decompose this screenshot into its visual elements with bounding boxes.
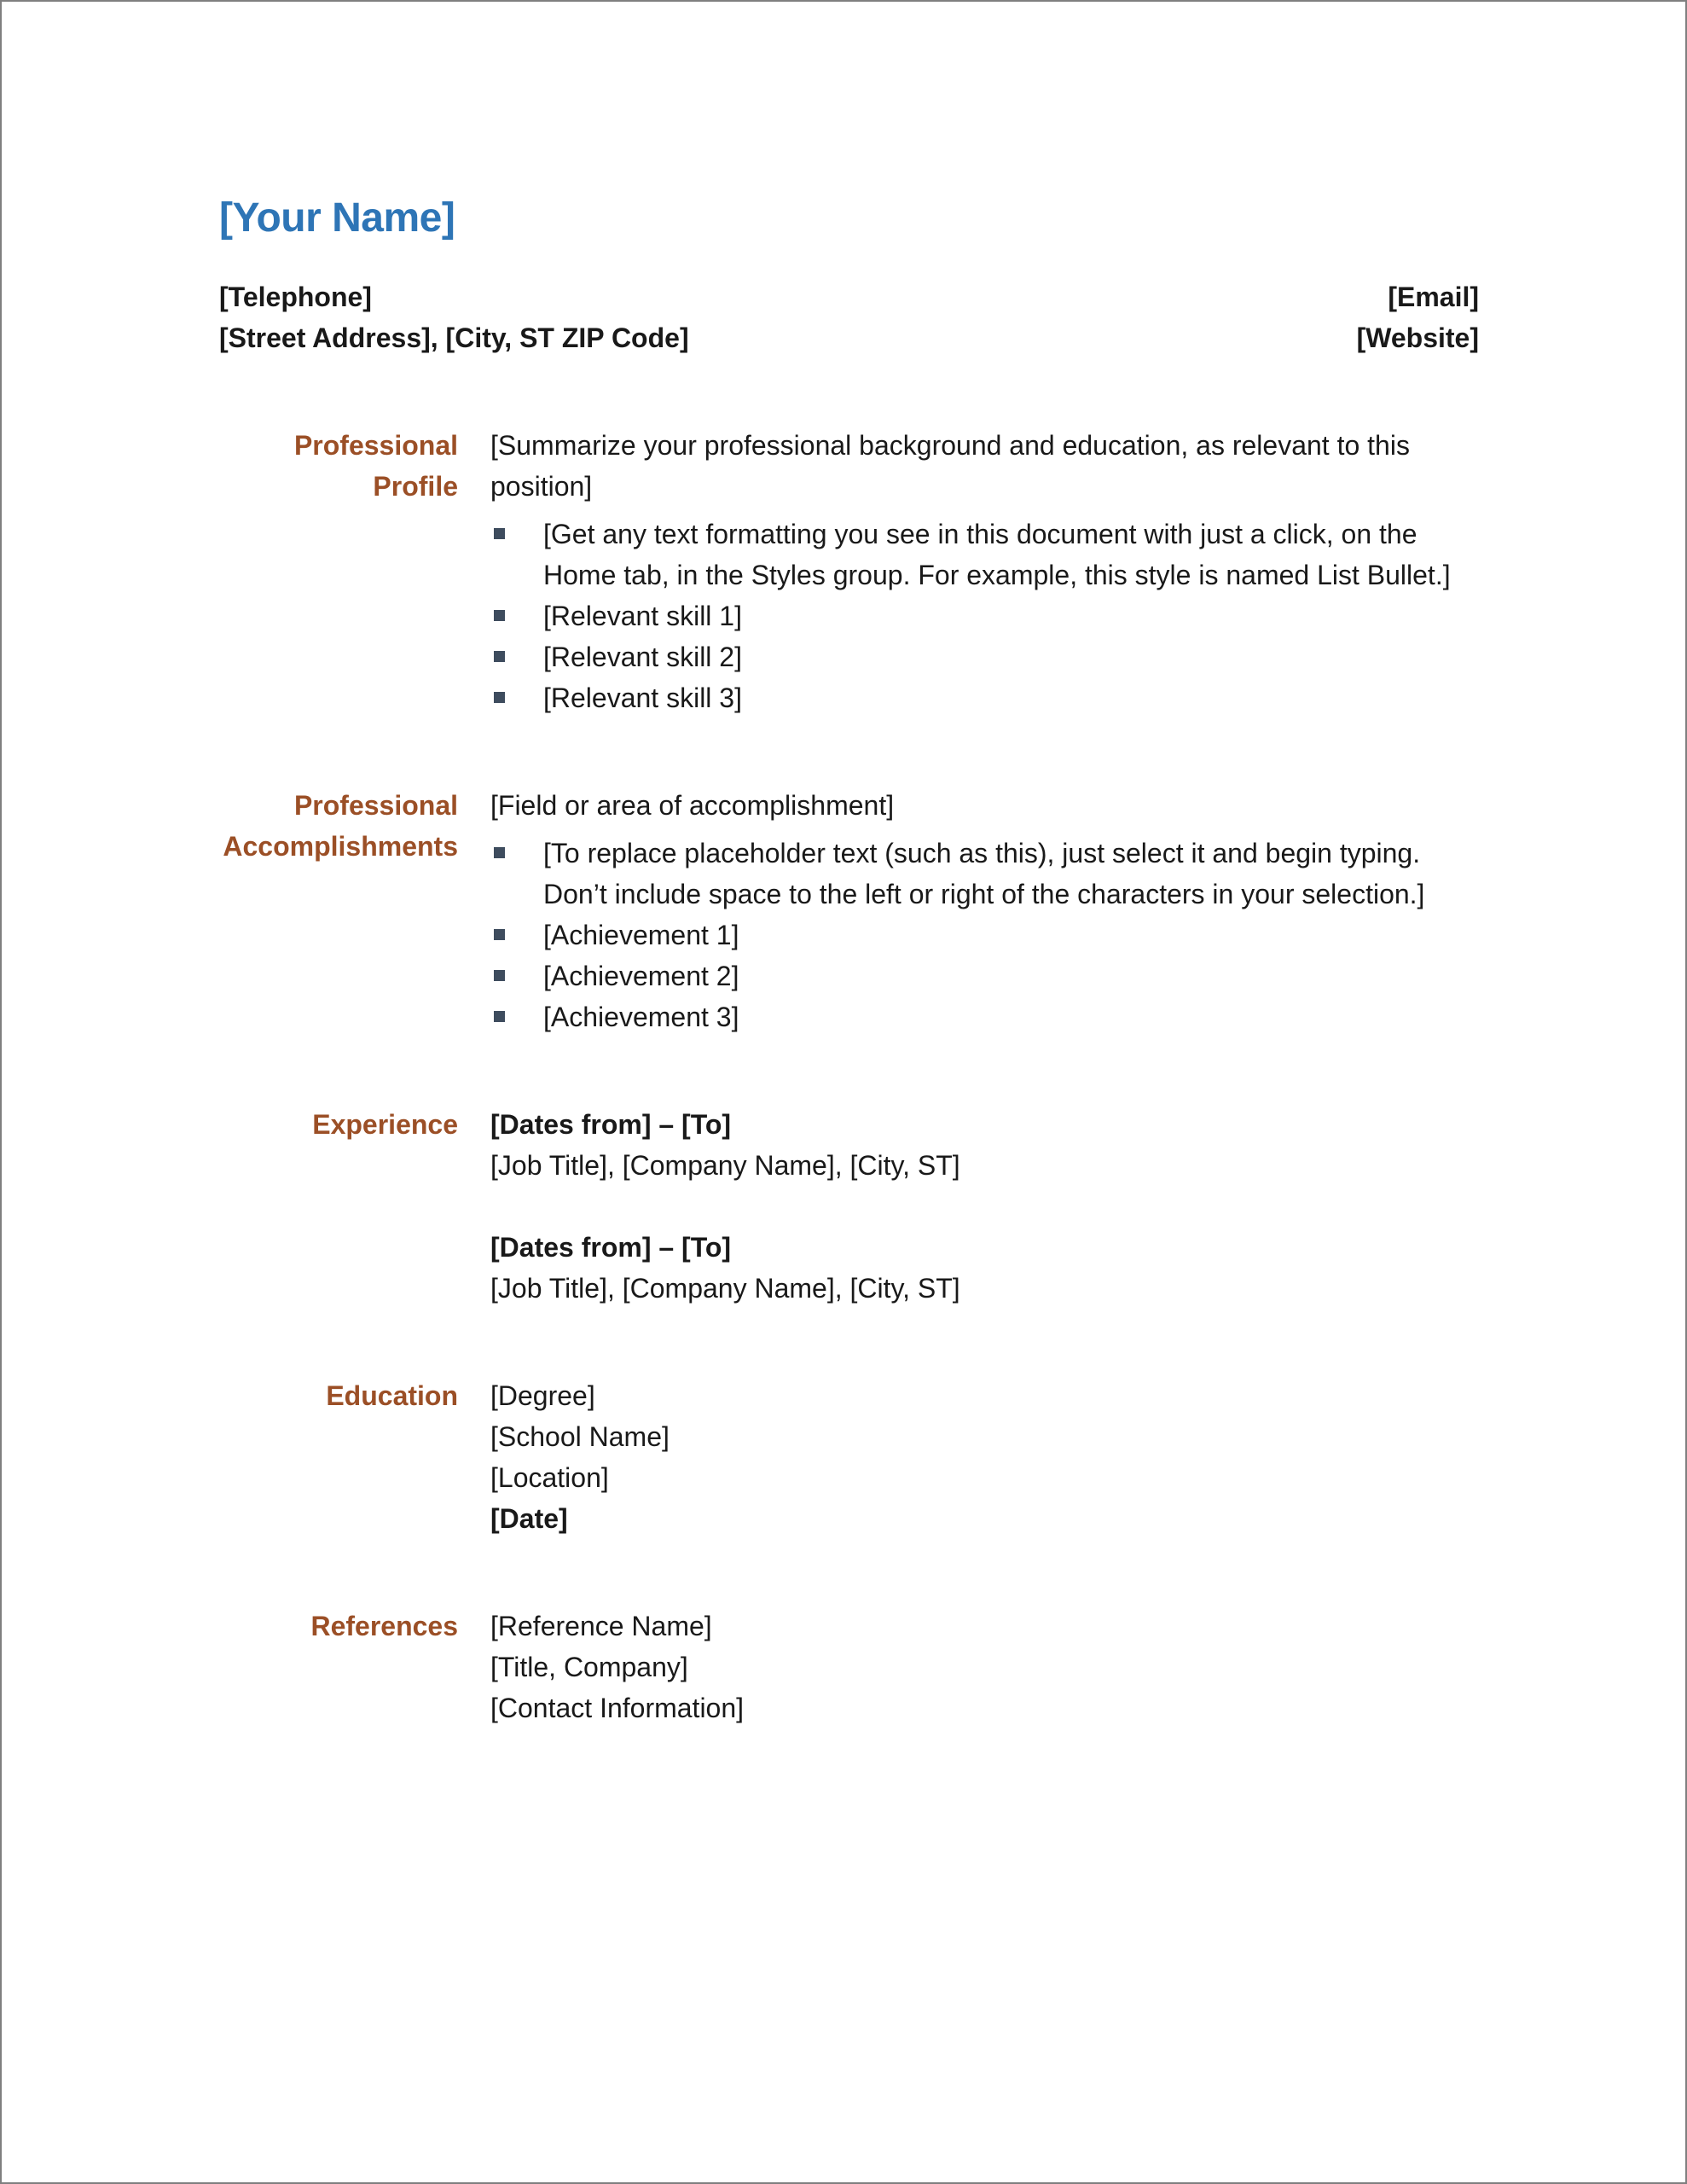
section-label-line: Professional bbox=[293, 790, 458, 821]
section-body-professional-accomplishments bbox=[490, 785, 1482, 1037]
profile-summary-text: [Summarize your professional background and education, as relevant to this position] bbox=[490, 430, 1410, 502]
section-label-professional-profile bbox=[219, 425, 458, 718]
list-item: [Get any text formatting you see in this document with just a click, on the Home tab, in the Styles group. For example, this style is named List Bullet.] bbox=[490, 514, 1482, 595]
section-experience bbox=[219, 1104, 1479, 1309]
section-label-line: Professional bbox=[293, 430, 458, 461]
education-date: [Date] bbox=[490, 1503, 568, 1534]
section-professional-accomplishments bbox=[219, 785, 1479, 1037]
experience-entry bbox=[490, 1227, 1482, 1309]
experience-role: [Job Title], [Company Name], [City, ST] bbox=[490, 1273, 960, 1304]
list-item: [Relevant skill 1] bbox=[490, 595, 1482, 636]
accomplishment-field-text: [Field or area of accomplishment] bbox=[490, 790, 895, 821]
contact-row-1 bbox=[219, 276, 1479, 317]
section-label-line: Profile bbox=[373, 471, 458, 502]
section-body-education bbox=[490, 1375, 1482, 1539]
section-label-line: Experience bbox=[312, 1109, 458, 1140]
section-body-professional-profile bbox=[490, 425, 1482, 718]
telephone-text: [Telephone] bbox=[219, 282, 372, 312]
street-address-text: [Street Address], [City, ST ZIP Code] bbox=[219, 322, 689, 353]
section-label-line: References bbox=[310, 1611, 458, 1641]
list-item: [Achievement 3] bbox=[490, 996, 1482, 1037]
education-location: [Location] bbox=[490, 1462, 609, 1493]
list-item: [To replace placeholder text (such as this), just select it and begin typing. Don’t include space to the left or right of the characters in your selection.] bbox=[490, 833, 1482, 915]
accomplishments-bullet-list bbox=[490, 833, 1482, 1037]
contact-block bbox=[219, 276, 1479, 358]
section-label-education bbox=[219, 1375, 458, 1539]
email-text: [Email] bbox=[1388, 282, 1479, 312]
section-label-references bbox=[219, 1606, 458, 1728]
name-heading: [Your Name] bbox=[219, 195, 455, 241]
section-references bbox=[219, 1606, 1479, 1728]
section-body-references bbox=[490, 1606, 1482, 1728]
contact-row-2 bbox=[219, 317, 1479, 358]
reference-title-company: [Title, Company] bbox=[490, 1652, 688, 1682]
section-body-experience bbox=[490, 1104, 1482, 1309]
section-label-line: Education bbox=[326, 1380, 458, 1411]
reference-name: [Reference Name] bbox=[490, 1611, 712, 1641]
experience-dates: [Dates from] – [To] bbox=[490, 1232, 732, 1263]
section-education bbox=[219, 1375, 1479, 1539]
website-text: [Website] bbox=[1356, 322, 1479, 353]
section-label-experience bbox=[219, 1104, 458, 1309]
list-item: [Relevant skill 3] bbox=[490, 677, 1482, 718]
section-professional-profile bbox=[219, 425, 1479, 718]
section-label-professional-accomplishments bbox=[219, 785, 458, 1037]
experience-role: [Job Title], [Company Name], [City, ST] bbox=[490, 1150, 960, 1181]
section-label-line: Accomplishments bbox=[223, 831, 458, 862]
reference-contact-info: [Contact Information] bbox=[490, 1693, 745, 1723]
education-school: [School Name] bbox=[490, 1421, 670, 1452]
education-degree: [Degree] bbox=[490, 1380, 595, 1411]
profile-bullet-list bbox=[490, 514, 1482, 718]
list-item: [Achievement 1] bbox=[490, 915, 1482, 956]
experience-entry bbox=[490, 1104, 1482, 1186]
list-item: [Relevant skill 2] bbox=[490, 636, 1482, 677]
list-item: [Achievement 2] bbox=[490, 956, 1482, 996]
experience-dates: [Dates from] – [To] bbox=[490, 1109, 732, 1140]
